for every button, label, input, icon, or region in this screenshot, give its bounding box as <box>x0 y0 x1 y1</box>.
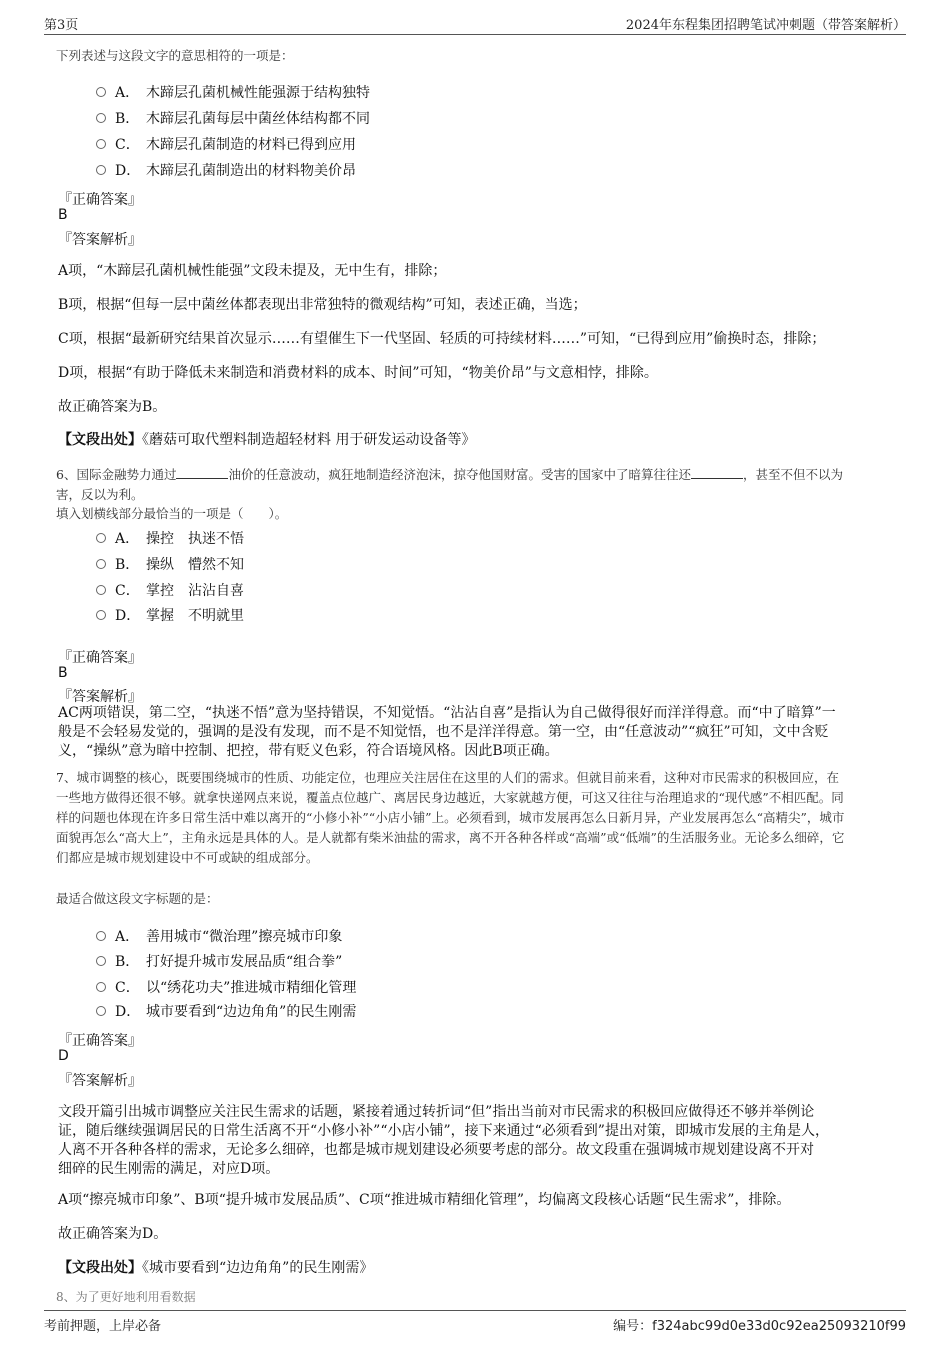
q5-source: 【文段出处】《蘑菇可取代塑料制造超轻材料 用于研发运动设备等》 <box>58 432 476 448</box>
q6-option-b[interactable]: B． 操纵 懵然不知 <box>96 554 244 574</box>
q5-conclusion: 故正确答案为B。 <box>58 399 167 415</box>
q7-answer: D <box>58 1048 69 1064</box>
fill-blank <box>691 466 743 479</box>
q7-option-a[interactable]: A． 善用城市“微治理”擦亮城市印象 <box>96 926 342 946</box>
q7-option-d[interactable]: D． 城市要看到“边边角角”的民生刚需 <box>96 1001 356 1021</box>
q5-answer: B <box>58 207 68 223</box>
q6-analysis-label: 『答案解析』 <box>58 689 142 705</box>
radio-icon[interactable] <box>96 113 106 123</box>
q5-option-c[interactable]: C． 木蹄层孔菌制造的材料已得到应用 <box>96 134 356 154</box>
radio-icon[interactable] <box>96 956 106 966</box>
radio-icon[interactable] <box>96 87 106 97</box>
q6-option-c[interactable]: C． 掌控 沾沾自喜 <box>96 580 244 600</box>
radio-icon[interactable] <box>96 165 106 175</box>
q7-analysis: 文段开篇引出城市调整应关注民生需求的话题，紧接着通过转折词“但”指出当前对市民需求的积极回应做得还不够并举例论 证，随后继续强调居民的日常生活离不开“小修小补”“小店小铺”，接下来通过“必须看到”提出对策，即城市发展的主角是人， 人离不开各种各样的需求，无论多么细碎，也都是城市规划建设必须要考虑的部分。故文段重在强调城市规划建设离不开对 细碎的民生刚需的满足，对应D项。 <box>58 1104 829 1177</box>
q6-stem: 6、国际金融势力通过 油价的任意波动，疯狂地制造经济泡沫，掠夺他国财富。受害的国家中了暗算往往还 ，甚至不但不以为 害，反以为利。 <box>56 467 843 502</box>
document-code: 编号：f324abc99d0e33d0c92ea25093210f99 <box>613 1319 906 1334</box>
q6-option-a[interactable]: A． 操控 执迷不悟 <box>96 528 244 548</box>
page-footer <box>44 1310 906 1336</box>
q7-option-c[interactable]: C． 以“绣花功夫”推进城市精细化管理 <box>96 977 356 997</box>
q7-stem: 7、城市调整的核心，既要围绕城市的性质、功能定位，也理应关注居住在这里的人们的需求。但就目前来看，这种对市民需求的积极回应，在 一些地方做得还很不够。就拿快递网点来说，覆盖点位越广、离居民身边越近，大家就越方便，可这又往往与治理追求的“现代感”不相匹配。同 样的问题也体现在许多日常生活中难以离开的“小修小补”“小店小铺”上。必须看到，城市发展再怎么日新月异，产业发展再怎么“高精尖”，城市 面貌再怎么“高大上”，主角永远是具体的人。是人就都有柴米油盐的需求，离不开各种各样或“高端”或“低端”的生活服务业。无论多么细碎，它 们都应是城市规划建设中不可或缺的组成部分。 <box>56 770 845 865</box>
q7-answer-label: 『正确答案』 <box>58 1033 142 1049</box>
document-title: 2024年东程集团招聘笔试冲刺题（带答案解析） <box>625 18 906 33</box>
radio-icon[interactable] <box>96 139 106 149</box>
page-header <box>44 14 906 35</box>
radio-icon[interactable] <box>96 931 106 941</box>
radio-icon[interactable] <box>96 1006 106 1016</box>
q5-prompt: 下列表述与这段文字的意思相符的一项是： <box>56 48 294 63</box>
q6-option-d[interactable]: D． 掌握 不明就里 <box>96 605 244 625</box>
q5-analysis-c: C项，根据“最新研究结果首次显示……有望催生下一代坚固、轻质的可持续材料……”可知，“已得到应用”偷换时态，排除； <box>58 331 826 347</box>
radio-icon[interactable] <box>96 533 106 543</box>
q6-answer: B <box>58 665 68 681</box>
q7-prompt: 最适合做这段文字标题的是： <box>56 891 219 906</box>
q5-option-d[interactable]: D． 木蹄层孔菌制造出的材料物美价昂 <box>96 160 356 180</box>
q7-source: 【文段出处】《城市要看到“边边角角”的民生刚需》 <box>58 1260 374 1276</box>
cut-off-next-question: 8、为了更好地利用看数据 <box>56 1290 196 1304</box>
q6-analysis: AC两项错误，第二空，“执迷不悟”意为坚持错误，不知觉悟。“沾沾自喜”是指认为自己做得很好而洋洋得意。而“中了暗算”一 般是不会轻易发觉的，强调的是没有发现，而不是不知觉悟，也不是洋洋得意。第一空，由“任意波动”“疯狂”可知，文中含贬 义，“操纵”意为暗中控制、把控，带有贬义色彩，符合语境风格。因此B项正确。 <box>58 705 836 759</box>
q6-prompt: 填入划横线部分最恰当的一项是（ ）。 <box>56 506 288 521</box>
q5-option-a[interactable]: A． 木蹄层孔菌机械性能强源于结构独特 <box>96 82 370 102</box>
radio-icon[interactable] <box>96 585 106 595</box>
footer-slogan: 考前押题，上岸必备 <box>44 1319 162 1334</box>
q7-option-b[interactable]: B． 打好提升城市发展品质“组合拳” <box>96 951 342 971</box>
q5-answer-label: 『正确答案』 <box>58 192 142 208</box>
q5-analysis-d: D项，根据“有助于降低未来制造和消费材料的成本、时间”可知，“物美价昂”与文意相悖，排除。 <box>58 365 658 381</box>
q5-analysis-label: 『答案解析』 <box>58 232 142 248</box>
radio-icon[interactable] <box>96 610 106 620</box>
q5-option-b[interactable]: B． 木蹄层孔菌每层中菌丝体结构都不同 <box>96 108 370 128</box>
q5-analysis-b: B项，根据“但每一层中菌丝体都表现出非常独特的微观结构”可知，表述正确，当选； <box>58 297 587 313</box>
q7-analysis-label: 『答案解析』 <box>58 1073 142 1089</box>
q7-conclusion: 故正确答案为D。 <box>58 1226 168 1242</box>
q5-analysis-a: A项，“木蹄层孔菌机械性能强”文段未提及，无中生有，排除； <box>58 263 447 279</box>
radio-icon[interactable] <box>96 982 106 992</box>
radio-icon[interactable] <box>96 559 106 569</box>
q7-analysis-2: A项“擦亮城市印象”、B项“提升城市发展品质”、C项“推进城市精细化管理”，均偏离文段核心话题“民生需求”，排除。 <box>58 1192 791 1208</box>
page-number: 第3页 <box>44 18 79 33</box>
fill-blank <box>176 466 228 479</box>
q6-answer-label: 『正确答案』 <box>58 650 142 666</box>
